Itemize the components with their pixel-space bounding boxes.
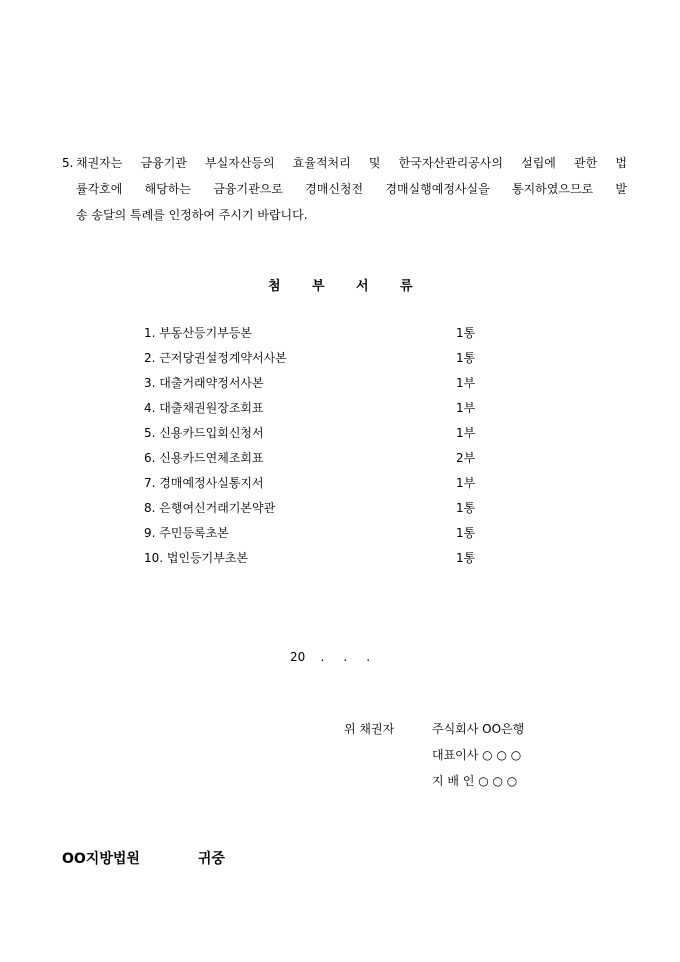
attachment-name: 8. 은행여신거래기본약관: [144, 501, 276, 515]
heading-char-1: 첨: [268, 279, 281, 294]
attachment-name: 6. 신용카드연체조회표: [144, 451, 264, 465]
attachment-name: 10. 법인등기부초본: [144, 551, 249, 565]
list-item: [144, 475, 484, 500]
attachment-name: 1. 부동산등기부등본: [144, 326, 253, 340]
attachment-qty: 1통: [456, 501, 476, 515]
document-date: 20 . . .: [290, 650, 371, 664]
list-item: [144, 425, 484, 450]
paragraph-number: 5.: [62, 156, 74, 170]
attachment-name: 9. 주민등록초본: [144, 526, 229, 540]
attachment-qty: 1통: [456, 326, 476, 340]
attachment-qty: 1부: [456, 426, 476, 440]
notice-paragraph: [62, 150, 627, 228]
manager: 지 배 인 ○ ○ ○: [432, 774, 518, 788]
court-addressee: [62, 848, 225, 868]
heading-char-3: 서: [356, 279, 369, 294]
attachment-name: 3. 대출거래약정서사본: [144, 376, 264, 390]
representative: 대표이사 ○ ○ ○: [432, 748, 522, 762]
creditor-label: 위 채권자: [344, 722, 395, 736]
attachment-qty: 1부: [456, 401, 476, 415]
court-name: OO지방법원: [62, 851, 140, 867]
attachments-heading: [268, 275, 444, 294]
list-item: [144, 350, 484, 375]
paragraph-line-2: 률각호에 해당하는 금융기관으로 경매신청전 경매실행예정사실을 통지하였으므로 발: [76, 182, 627, 196]
attachment-qty: 2부: [456, 451, 476, 465]
attachment-name: 7. 경매예정사실통지서: [144, 476, 264, 490]
attachment-qty: 1부: [456, 376, 476, 390]
attachment-name: 2. 근저당권설정계약서사본: [144, 351, 287, 365]
attachments-list: [144, 325, 484, 575]
court-suffix: 귀중: [197, 851, 225, 867]
paragraph-line-3: 송 송달의 특례를 인정하여 주시기 바랍니다.: [76, 208, 308, 222]
list-item: [144, 500, 484, 525]
attachment-qty: 1통: [456, 526, 476, 540]
paragraph-line-1: 채권자는 금융기관 부실자산등의 효율적처리 및 한국자산관리공사의 설립에 관한 법: [76, 156, 627, 170]
attachment-qty: 1통: [456, 551, 476, 565]
heading-char-2: 부: [312, 279, 325, 294]
heading-char-4: 류: [400, 279, 413, 294]
attachment-qty: 1통: [456, 351, 476, 365]
list-item: [144, 400, 484, 425]
attachment-name: 4. 대출채권원장조회표: [144, 401, 264, 415]
list-item: [144, 550, 484, 575]
creditor-company: 주식회사 OO은행: [432, 722, 525, 736]
list-item: [144, 375, 484, 400]
attachment-qty: 1부: [456, 476, 476, 490]
list-item: [144, 325, 484, 350]
attachment-name: 5. 신용카드입회신청서: [144, 426, 264, 440]
list-item: [144, 525, 484, 550]
list-item: [144, 450, 484, 475]
